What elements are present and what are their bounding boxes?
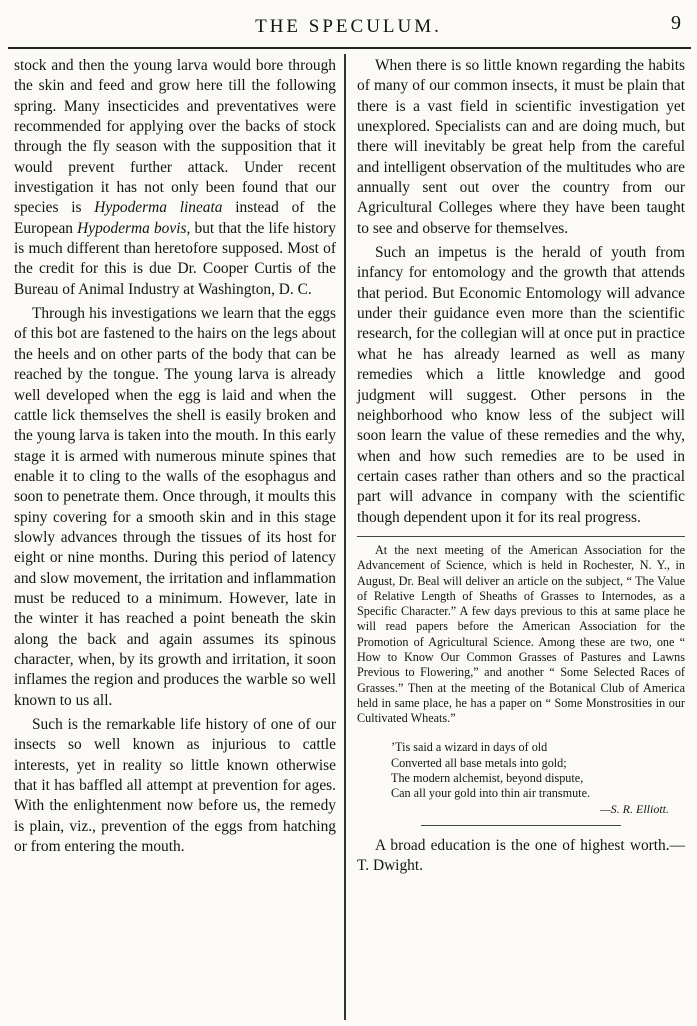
closing-quote: A broad education is the one of highest worth.—T. Dwight.: [357, 836, 685, 874]
poem-attribution: —S. R. Elliott.: [600, 801, 669, 816]
paragraph-investigations: Through his investigations we learn that the eggs of this bot are fastened to the hairs on the legs about the heels and on other parts of the body that can be reached by the tongue. The young larva is already well developed when the egg is laid and when the cattle lick themselves the shell is easily broken and the young larva is taken into the mouth. In this early stage it is armed with numerous minute spines that enable it to cling to the walls of the esophagus and soon to penetrate them. Once through, it moults this spiny covering for a smooth skin and in this stage slowly advances through the tissues of its host for eight or nine months. During this period of latency and slow movement, the irritation and inflammation must be reduced to a minimum. However, late in the winter it has reached a point beneath the skin along the back and again assumes its spinous character, when, by its growth and irritation, it soon inflames the region and produces the warble so well known to us all.: [14, 305, 336, 709]
paragraph-little-known: When there is so little known regarding the habits of many of our common insects, it must be plain that there is a vast field in scientific investigation yet unexplored. Specialists can and are doing much, but there will inevitably be great help from the careful and intelligent observation of the multitudes who are annually sent out over the country from our Agricultural Colleges where they have been taught to see and observe for themselves.: [357, 57, 685, 237]
poem-line: Converted all base metals into gold;: [391, 755, 567, 770]
left-column: [14, 56, 336, 857]
column-divider: [344, 54, 346, 1020]
poem-line: ’Tis said a wizard in days of old: [391, 740, 548, 755]
page-header: [0, 12, 697, 42]
poem-line: Can all your gold into thin air transmute.: [391, 786, 591, 801]
poem: [391, 740, 685, 816]
running-title: THE SPECULUM.: [255, 16, 442, 37]
paragraph-text: but that the life history is much different than heretofore supposed. Most of the credit for this is due Dr. Cooper Curtis of the Bureau of Animal Industry at Washington, D. C.: [14, 219, 336, 298]
page-number: 9: [671, 12, 681, 34]
paragraph-impetus: Such an impetus is the herald of youth from infancy for entomology and the growth that attends that period. But Economic Entomology will advance under their guidance even more than the scientific research, for the collegian will at once put in practice what he has already learned as well as many remedies which a little knowledge and good judgment will suggest. Other persons in the neighborhood who know less of the subject will soon learn the value of these remedies and the why, when and how such remedies are to be used in certain cases rather than others and so the practical part will advance in company with the scientific though dependent upon it for its real progress.: [357, 244, 685, 526]
species-name-bovis: Hypoderma bovis,: [77, 219, 191, 237]
species-name-lineata: Hypoderma lineata: [94, 199, 223, 217]
right-column: [357, 56, 685, 876]
poem-line: The modern alchemist, beyond dispute,: [391, 771, 584, 786]
section-rule: [421, 825, 621, 826]
paragraph-life-history-intro: [14, 56, 336, 300]
notice-beal-meeting: At the next meeting of the American Association for the Advancement of Science, which is held in Rochester, N. Y., in August, Dr. Beal will deliver an article on the subject, “ The Value of Relative Length of Sheaths of Grasses to Internodes, as a Specific Character.” A few days previous to this at same place he will read papers before the American Association for the Promotion of Agricultural Science. Among these are two, one “ How to Know Our Common Grasses of Pastures and Lawns Previous to Flowering,” and another “ Some Selected Races of Grasses.” Then at the meeting of the Botanical Club of America held in same place, he has a paper on “ Some Monstrosities in our Cultivated Wheats.”: [357, 536, 685, 727]
header-rule: [8, 47, 691, 49]
paragraph-remarkable-history: Such is the remarkable life history of one of our insects so well known as injurious to cattle interests, yet in reality so little known otherwise that it has baffled all attempt at prevention for ages. With the enlightenment now before us, the remedy is plain, viz., prevention of the eggs from hatching or from entering the mouth.: [14, 716, 336, 856]
paragraph-text: instead of the European: [14, 199, 336, 237]
paragraph-text: stock and then the young larva would bore through the skin and feed and grow here till the following spring. Many insecticides and preventatives were recommended for applying over the backs of stock through the fly season with the supposition that it would prevent further attack. Under recent investigation it has not only been found that our species is: [14, 57, 336, 217]
